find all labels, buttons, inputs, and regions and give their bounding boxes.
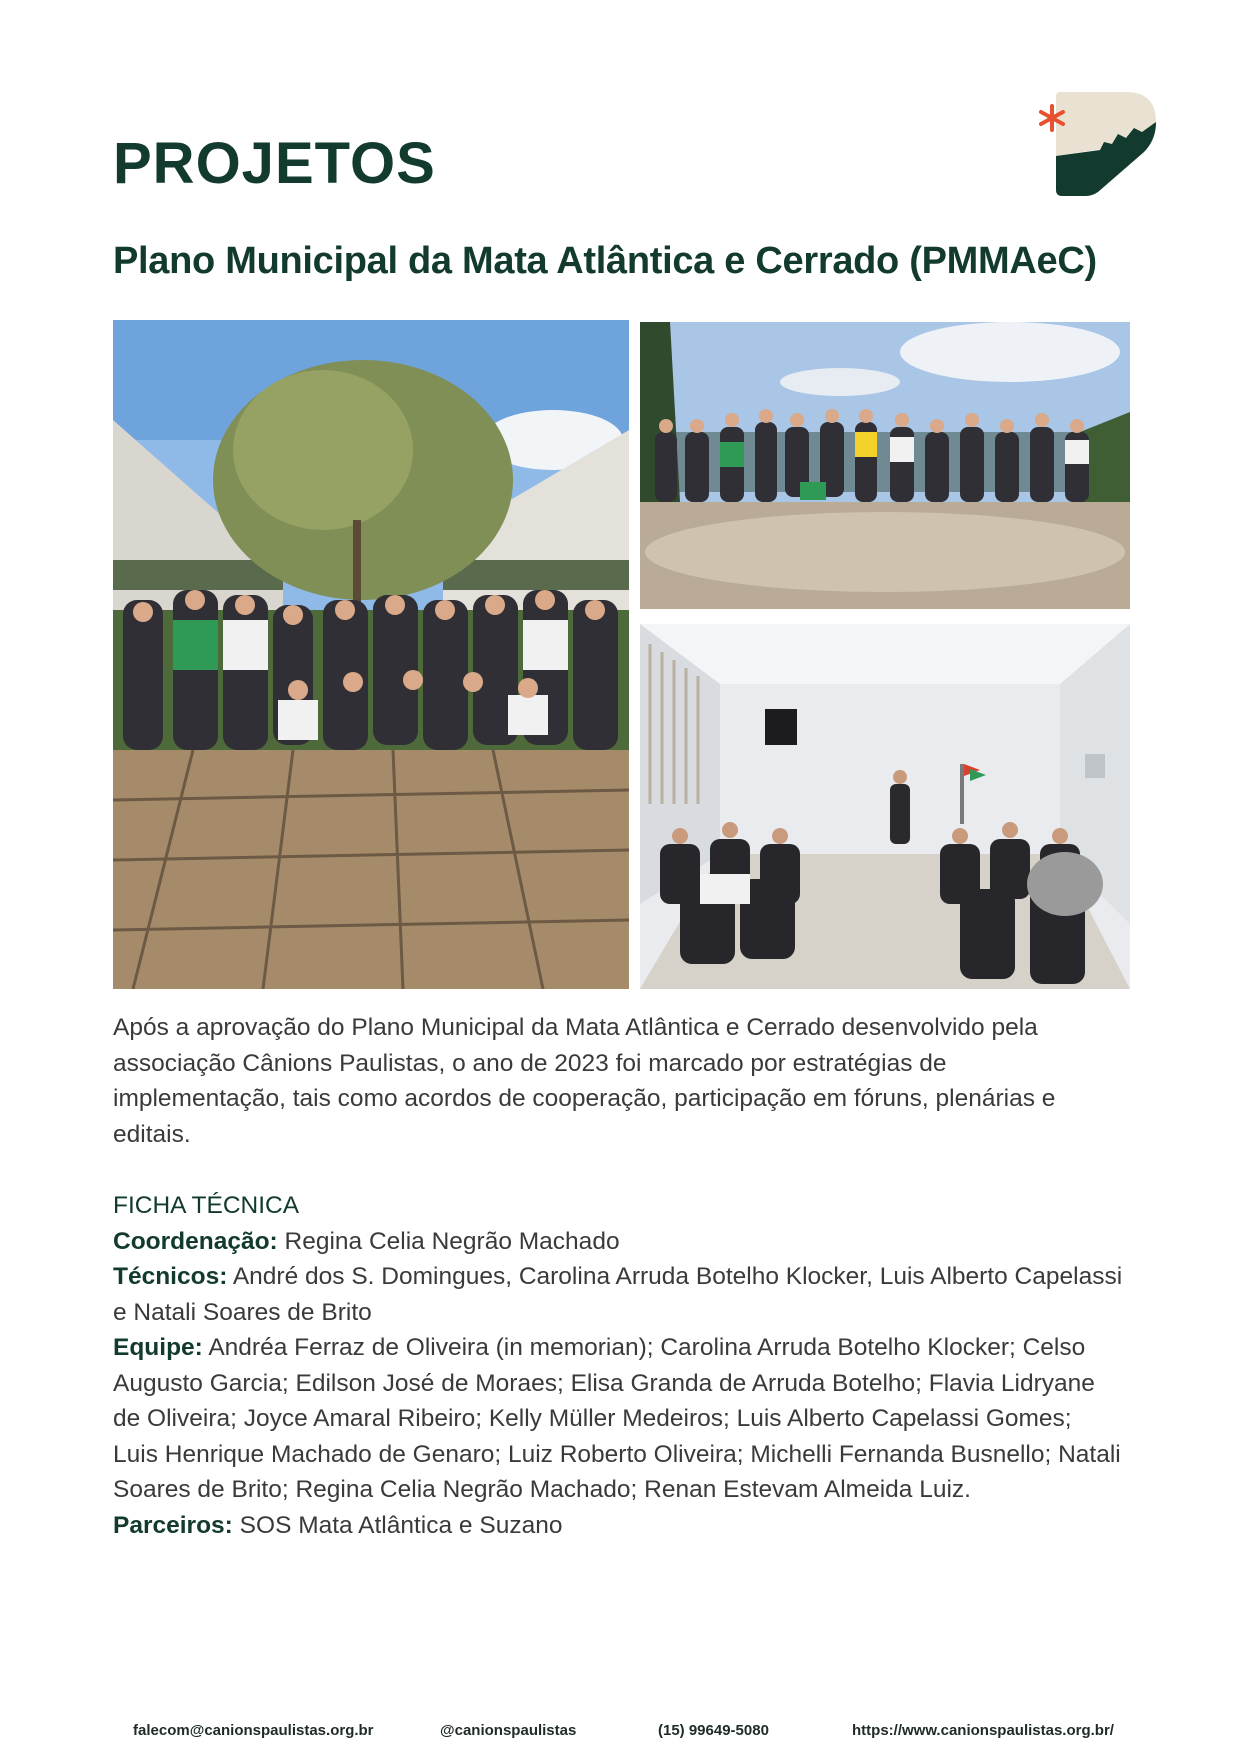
tecnicos-label: Técnicos: — [113, 1263, 228, 1290]
footer-email-link[interactable]: falecom@canionspaulistas.org.br — [133, 1722, 374, 1739]
tecnicos-value: André dos S. Domingues, Carolina Arruda Botelho Klocker, Luis Alberto Capelassi e Natali Soares de Brito — [113, 1263, 1123, 1326]
page-title: PROJETOS — [113, 131, 436, 196]
ficha-coordenacao — [113, 1224, 1123, 1260]
ficha-title: FICHA TÉCNICA — [113, 1192, 300, 1219]
parceiros-label: Parceiros: — [113, 1511, 233, 1539]
group-photo-building — [113, 320, 629, 989]
coordenacao-label: Coordenação: — [113, 1227, 278, 1255]
parceiros-value: SOS Mata Atlântica e Suzano — [239, 1511, 563, 1539]
equipe-value: Andréa Ferraz de Oliveira (in memorian); Carolina Arruda Botelho Klocker; Celso Augusto Garcia; Edilson José de Moraes; Elisa Granda de Arruda Botelho; Flavia Lidryane de Oliveira; Joyce Amaral Ribeiro; Kelly Müller Medeiros; Luis Alberto Capelassi Gomes; Luis Henrique Machado de Genaro; Luiz Roberto Oliveira; Michelli Fernanda Busnello; Natali Soares de Brito; Regina Celia Negrão Machado; Renan Estevam Almeida Luiz. — [113, 1334, 1121, 1503]
group-photo-hilltop — [640, 322, 1130, 609]
coordenacao-value: Regina Celia Negrão Machado — [284, 1227, 620, 1255]
meeting-room-photo — [640, 624, 1130, 989]
ficha-equipe — [113, 1330, 1123, 1508]
page-footer — [0, 1722, 1240, 1746]
footer-social-handle[interactable]: @canionspaulistas — [440, 1722, 577, 1739]
project-description: Após a aprovação do Plano Municipal da Mata Atlântica e Cerrado desenvolvido pela associação Cânions Paulistas, o ano de 2023 foi marcado por estratégias de implementação, tais como acordos de cooperação, participação em fóruns, plenárias e editais. — [113, 1014, 1056, 1148]
ficha-tecnica — [113, 1188, 1123, 1543]
project-title: Plano Municipal da Mata Atlântica e Cerrado (PMMAeC) — [113, 240, 1097, 282]
ficha-parceiros — [113, 1508, 1123, 1544]
ficha-tecnicos — [113, 1259, 1123, 1330]
canions-paulistas-logo-icon — [1038, 84, 1158, 196]
footer-phone[interactable]: (15) 99649-5080 — [658, 1722, 769, 1739]
equipe-label: Equipe: — [113, 1334, 203, 1361]
footer-website-link[interactable]: https://www.canionspaulistas.org.br/ — [852, 1722, 1114, 1739]
